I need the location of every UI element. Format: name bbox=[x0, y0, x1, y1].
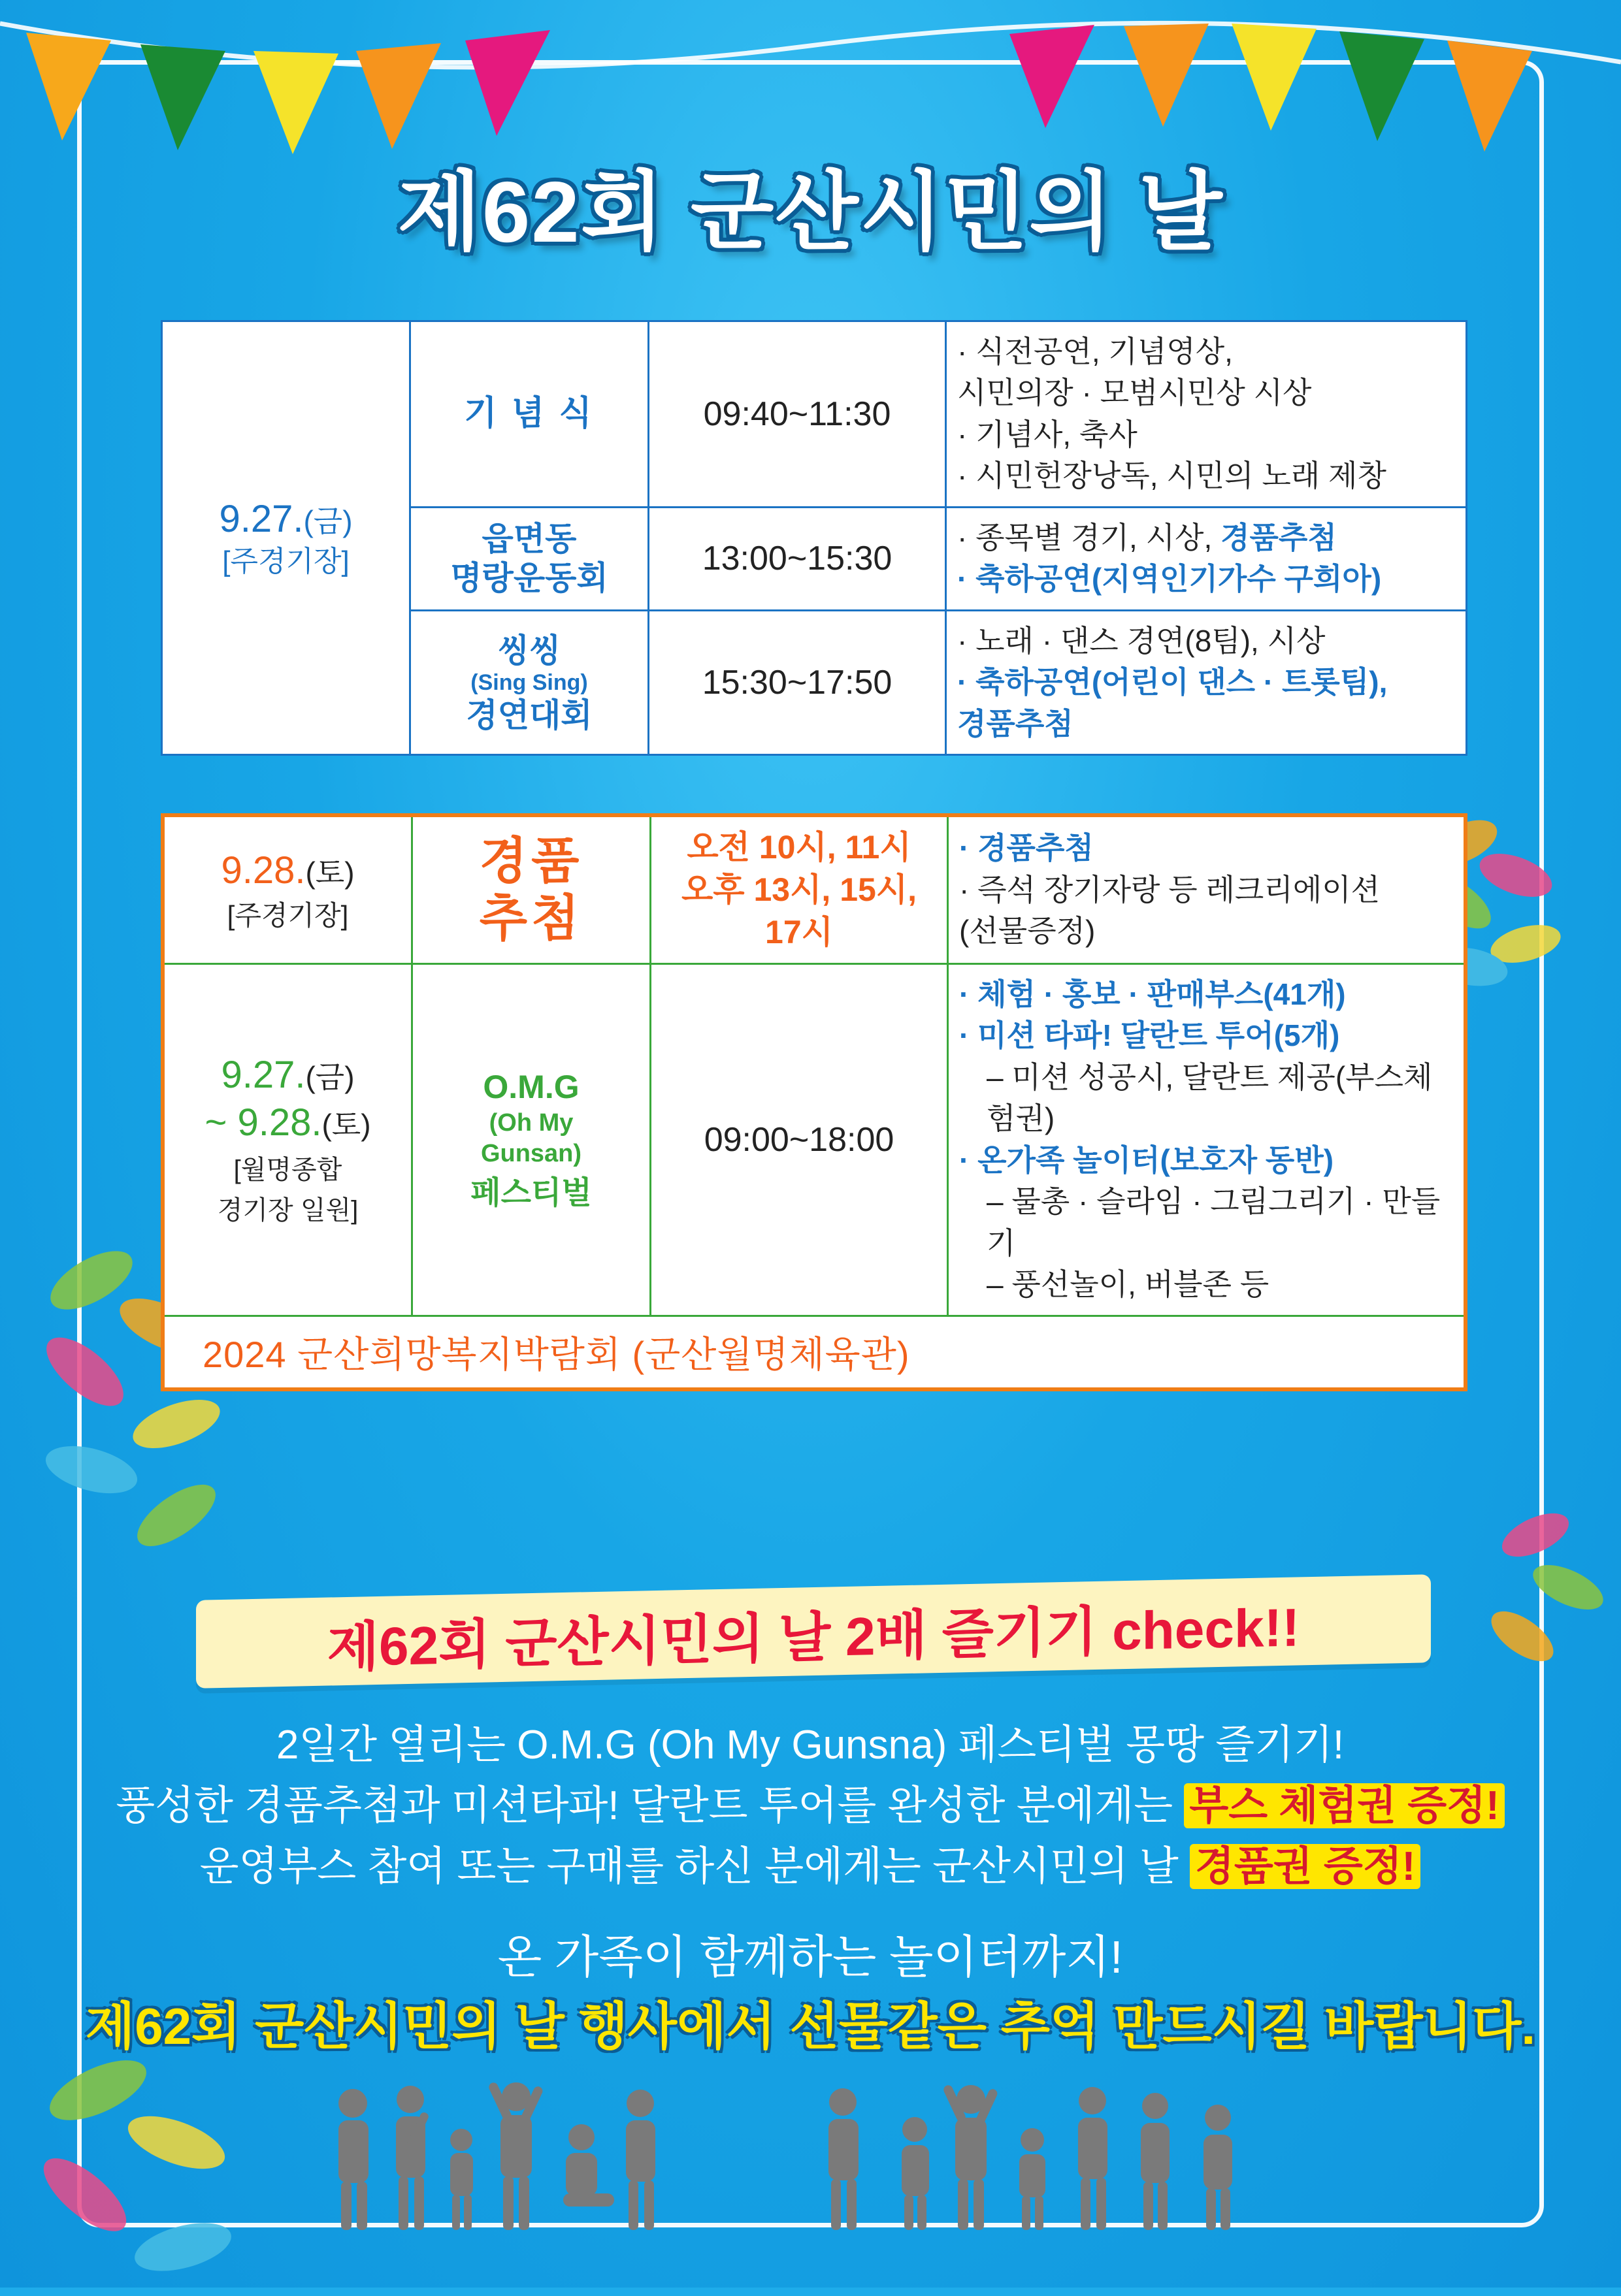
day1-event3-time: 15:30~17:50 bbox=[702, 664, 892, 702]
desc-line-indent: – 물총 · 슬라임 · 그림그리기 · 만들기 bbox=[987, 1184, 1441, 1260]
festival-name-line2: (Oh My bbox=[489, 1108, 574, 1137]
desc-line-bold: · 축하공연(지역인기가수 구희아) bbox=[957, 562, 1382, 596]
schedule-table-day2 bbox=[161, 813, 1467, 1391]
day2-date-day: (토) bbox=[305, 856, 355, 890]
festival-date-day-1: (금) bbox=[305, 1060, 355, 1095]
day1-date-cell bbox=[162, 321, 410, 755]
body-line-3-text: 운영부스 참여 또는 구매를 하신 분에게는 군산시민의 날 bbox=[199, 1844, 1190, 1889]
schedule-table-day2-wrap bbox=[161, 813, 1467, 1391]
festival-name-line3: Gunsan) bbox=[480, 1140, 582, 1168]
desc-text: · 종목별 경기, 시상, bbox=[957, 520, 1221, 555]
body-line-2-text: 풍성한 경품추첨과 미션타파! 달란트 투어를 완성한 분에게는 bbox=[116, 1783, 1185, 1828]
day1-event2-name-cell bbox=[410, 507, 649, 610]
desc-line: · 식전공연, 기념영상, bbox=[957, 334, 1233, 368]
schedule-table-day1-wrap bbox=[161, 320, 1467, 756]
desc-line-bold: · 체험 · 홍보 · 판매부스(41개) bbox=[959, 977, 1346, 1011]
desc-line: · 시민헌장낭독, 시민의 노래 제창 bbox=[957, 459, 1386, 493]
day1-event2-desc-cell bbox=[946, 507, 1467, 610]
festival-place-1: [월명종합 bbox=[233, 1156, 342, 1185]
desc-line-bold: · 온가족 놀이터(보호자 동반) bbox=[959, 1142, 1334, 1177]
desc-text-bold: 경품추첨 bbox=[1220, 520, 1337, 555]
festival-time: 09:00~18:00 bbox=[704, 1120, 894, 1159]
desc-line: · 즉석 장기자랑 등 레크리에이션 bbox=[959, 872, 1381, 907]
festival-place-2: 경기장 일원] bbox=[217, 1196, 359, 1225]
day1-event1-name: 기 념 식 bbox=[464, 395, 595, 433]
body-line-3-highlight: 경품권 증정! bbox=[1190, 1844, 1420, 1889]
desc-line: (선물증정) bbox=[959, 914, 1096, 948]
desc-line-indent: – 미션 성공시, 달란트 제공(부스체험권) bbox=[987, 1059, 1433, 1136]
day1-event1-name-cell bbox=[410, 321, 649, 508]
page-title: 제62회 군산시민의 날 bbox=[397, 164, 1224, 260]
closing-message: 제62회 군산시민의 날 행사에서 선물같은 추억 만드시길 바랍니다. bbox=[85, 1997, 1536, 2055]
day2-event-desc-cell bbox=[948, 815, 1466, 964]
day1-event3-time-cell bbox=[649, 610, 946, 754]
desc-line-bold: 경품추첨 bbox=[957, 706, 1073, 741]
day2-place: [주경기장] bbox=[227, 899, 349, 931]
festival-date-1: 9.27. bbox=[221, 1054, 306, 1097]
day1-event3-name-line3: 경연대회 bbox=[466, 696, 593, 734]
body-text bbox=[111, 1715, 1509, 1992]
table-row bbox=[163, 815, 1465, 964]
festival-desc-cell bbox=[948, 964, 1466, 1316]
day1-event2-time-cell bbox=[649, 507, 946, 610]
body-line-1: 2일간 열리는 O.M.G (Oh My Gunsna) 페스티벌 몽땅 즐기기! bbox=[276, 1722, 1345, 1768]
table-row bbox=[162, 321, 1467, 508]
desc-line-bold: · 미션 타파! 달란트 투어(5개) bbox=[959, 1018, 1340, 1053]
day2-event-time-line1: 오전 10시, 11시 bbox=[687, 829, 911, 865]
day2-event-name-line2: 추첨 bbox=[479, 890, 583, 946]
festival-time-cell bbox=[651, 964, 948, 1316]
check-ribbon-text: 제62회 군산시민의 날 2배 즐기기 check!! bbox=[327, 1598, 1300, 1678]
schedule-table-day1 bbox=[161, 320, 1467, 756]
day1-event2-name-line1: 읍면동 bbox=[482, 521, 577, 558]
body-line-2 bbox=[111, 1775, 1509, 1836]
desc-line: · 기념사, 축사 bbox=[957, 417, 1138, 451]
festival-date-cell bbox=[163, 964, 412, 1316]
festival-date-2: ~ 9.28. bbox=[205, 1101, 322, 1144]
people-silhouettes bbox=[0, 2077, 1621, 2247]
table-row bbox=[163, 964, 1465, 1316]
day1-event2-time: 13:00~15:30 bbox=[702, 540, 892, 578]
day1-date-day: (금) bbox=[303, 504, 353, 538]
desc-line-bold: · 경품추첨 bbox=[959, 831, 1094, 865]
fair-footer-cell: 2024 군산희망복지박람회 (군산월명체육관) bbox=[163, 1316, 948, 1389]
day1-event2-name-line2: 명랑운동회 bbox=[450, 560, 608, 597]
desc-line bbox=[957, 517, 1455, 558]
festival-name-line4: 페스티벌 bbox=[470, 1175, 592, 1210]
day2-event-time-line2: 오후 13시, 15시, bbox=[681, 871, 917, 908]
day2-event-name-line1: 경품 bbox=[479, 833, 583, 890]
festival-date-day-2: (토) bbox=[321, 1107, 371, 1142]
body-line-4: 온 가족이 함께하는 놀이터까지! bbox=[497, 1932, 1123, 1982]
festival-name-cell bbox=[412, 964, 651, 1316]
day2-event-name-cell bbox=[412, 815, 651, 964]
festival-name-line1: O.M.G bbox=[483, 1069, 580, 1106]
table-row bbox=[163, 1316, 1465, 1389]
day1-event3-name-line2: (Sing Sing) bbox=[470, 670, 588, 695]
day1-place: [주경기장] bbox=[222, 545, 350, 578]
day2-event-time-line3: 17시 bbox=[765, 914, 833, 950]
day1-event1-time: 09:40~11:30 bbox=[703, 395, 891, 433]
day2-date: 9.28. bbox=[221, 849, 306, 892]
desc-line-bold: · 축하공연(어린이 댄스 · 트롯팀), bbox=[957, 665, 1388, 700]
day1-date: 9.27. bbox=[219, 497, 304, 540]
day1-event3-name-line1: 씽씽 bbox=[497, 632, 561, 669]
day1-event3-name-cell bbox=[410, 610, 649, 754]
body-line-2-highlight: 부스 체험권 증정! bbox=[1184, 1783, 1504, 1828]
day1-event3-desc-cell bbox=[946, 610, 1467, 754]
desc-line-indent: – 풍선놀이, 버블존 등 bbox=[987, 1267, 1269, 1302]
body-line-3 bbox=[111, 1836, 1509, 1897]
day1-event1-time-cell bbox=[649, 321, 946, 508]
day2-date-cell bbox=[163, 815, 412, 964]
day1-event1-desc-cell bbox=[946, 321, 1467, 508]
desc-line: 시민의장 · 모범시민상 시상 bbox=[957, 376, 1312, 410]
fair-footer-cell-spacer bbox=[948, 1316, 1466, 1389]
day2-event-time-cell bbox=[651, 815, 948, 964]
desc-line: · 노래 · 댄스 경연(8팀), 시상 bbox=[957, 623, 1326, 658]
